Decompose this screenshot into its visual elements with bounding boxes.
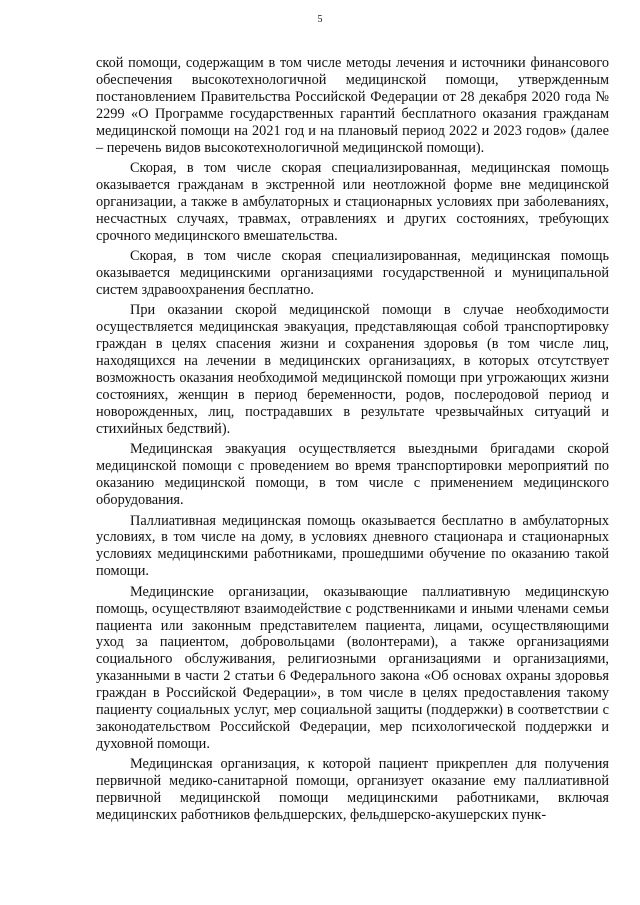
paragraph-continuation: ской помощи, содержащим в том числе методы лечения и источники финансового обеспечения высокотехнологичной медицинской помощи, утвержденным постановлением Правительства Российской Федерации от 28 декабря 2020 года № 2299 «О Программе государственных гарантий бесплатного оказания гражданам медицинской помощи на 2021 год и на плановый период 2022 и 2023 годов» (далее – перечень видов высокотехнологичной медицинской помощи). [96, 55, 609, 156]
paragraph-evacuation-teams: Медицинская эвакуация осуществляется выездными бригадами скорой медицинской помощи с проведением во время транспортировки мероприятий по оказанию медицинской помощи, в том числе с применением медицинского оборудования. [96, 441, 609, 509]
paragraph-palliative-organizations: Медицинские организации, оказывающие паллиативную медицинскую помощь, осуществляют взаимодействие с родственниками и иными членами семьи пациента или законным представителем пациента, лицами, осуществляющими уход за пациентом, добровольцами (волонтерами), а также организациями социального обслуживания, религиозными организациями и организациями, указанными в части 2 статьи 6 Федерального закона «Об основах охраны здоровья граждан в Российской Федерации», в том числе в целях предоставления такому пациенту социальных услуг, мер социальной защиты (поддержки) в соответствии с законодательством Российской Федерации, мер психологической поддержки и духовной помощи. [96, 583, 609, 752]
paragraph-emergency-care-forms: Скорая, в том числе скорая специализированная, медицинская помощь оказывается гражданам в экстренной или неотложной форме вне медицинской организации, а также в амбулаторных и стационарных условиях при заболеваниях, несчастных случаях, травмах, отравлениях и других состояниях, требующих срочного медицинского вмешательства. [96, 160, 609, 244]
paragraph-medical-evacuation: При оказании скорой медицинской помощи в случае необходимости осуществляется медицинская эвакуация, представляющая собой транспортировку граждан в целях спасения жизни и сохранения здоровья (в том числе лиц, находящихся на лечении в медицинских организациях, в которых отсутствует возможность оказания необходимой медицинской помощи при угрожающих жизни состояниях, женщин в период беременности, родов, послеродовой период и новорожденных, лиц, пострадавших в результате чрезвычайных ситуаций и стихийных бедствий). [96, 302, 609, 437]
paragraph-primary-care-organization: Медицинская организация, к которой пациент прикреплен для получения первичной медико-санитарной помощи, организует оказание ему паллиативной первичной медицинской помощи медицинскими работниками, включая медицинских работников фельдшерских, фельдшерско-акушерских пунк- [96, 756, 609, 824]
paragraph-palliative-care: Паллиативная медицинская помощь оказывается бесплатно в амбулаторных условиях, в том числе на дому, в условиях дневного стационара и стационарных условиях медицинскими работниками, прошедшими обучение по оказанию такой помощи. [96, 512, 609, 580]
page-number: 5 [317, 14, 323, 25]
paragraph-emergency-care-free: Скорая, в том числе скорая специализированная, медицинская помощь оказывается медицинскими организациями государственной и муниципальной систем здравоохранения бесплатно. [96, 248, 609, 298]
document-body [96, 55, 609, 828]
